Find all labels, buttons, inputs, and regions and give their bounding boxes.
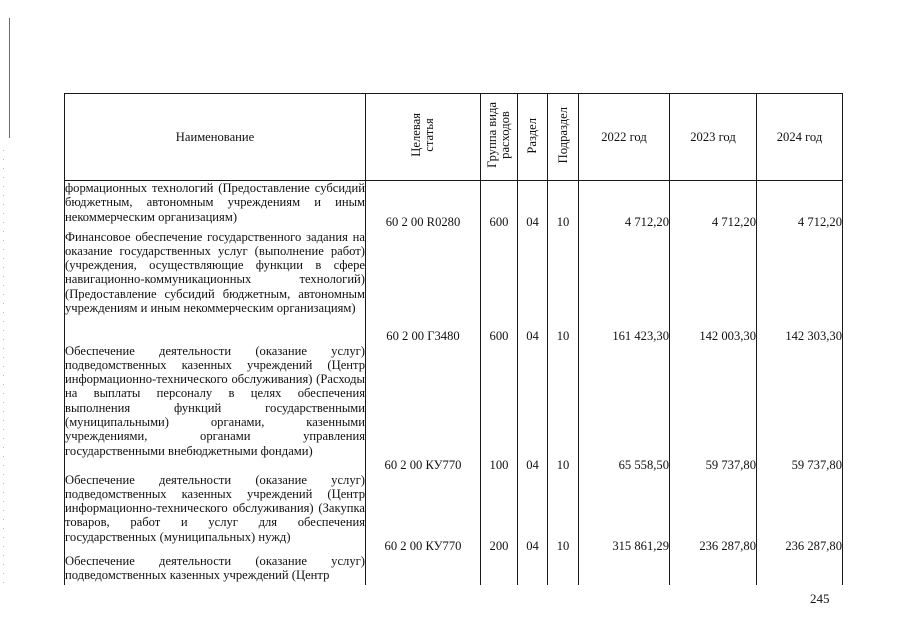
header-name: Наименование xyxy=(65,94,366,181)
row-section: 04 xyxy=(518,230,548,344)
row-subsection: 10 xyxy=(548,473,579,554)
row-amount-2022 xyxy=(579,554,670,585)
row-subsection: 10 xyxy=(548,181,579,230)
header-subsection: Подраздел xyxy=(548,94,579,181)
scan-edge-line xyxy=(9,18,10,138)
table-row xyxy=(65,230,843,344)
row-section xyxy=(518,554,548,585)
header-2024: 2024 год xyxy=(757,94,843,181)
table-row xyxy=(65,181,843,230)
scan-dotted-edge xyxy=(3,150,4,590)
row-amount-2023: 142 003,30 xyxy=(670,230,757,344)
page-number: 245 xyxy=(810,591,830,606)
row-amount-2023: 4 712,20 xyxy=(670,181,757,230)
header-2022: 2022 год xyxy=(579,94,670,181)
row-section: 04 xyxy=(518,473,548,554)
header-expense-group: Группа вида расходов xyxy=(481,94,518,181)
row-amount-2022: 161 423,30 xyxy=(579,230,670,344)
row-expense-group: 600 xyxy=(481,230,518,344)
row-name: формационных технологий (Предоставление субсидий бюджетным, автономным учреждениям и иным некоммерческим организациям) xyxy=(65,181,366,230)
table-row xyxy=(65,344,843,473)
row-expense-group: 600 xyxy=(481,181,518,230)
row-amount-2022: 65 558,50 xyxy=(579,344,670,473)
row-target-article: 60 2 00 КУ770 xyxy=(366,473,481,554)
table-row xyxy=(65,473,843,554)
row-subsection: 10 xyxy=(548,230,579,344)
row-amount-2024: 59 737,80 xyxy=(757,344,843,473)
row-amount-2023: 59 737,80 xyxy=(670,344,757,473)
header-target-article: Целевая статья xyxy=(366,94,481,181)
table-header-row xyxy=(65,94,843,181)
row-amount-2024: 4 712,20 xyxy=(757,181,843,230)
row-amount-2024: 142 303,30 xyxy=(757,230,843,344)
row-target-article: 60 2 00 КУ770 xyxy=(366,344,481,473)
row-name: Финансовое обеспечение государственного задания на оказание государственных услуг (выполнение работ) (учреждения, осуществляющие функции в сфере навигационно-коммуникационных технологий) (Предоставление субсидий бюджетным, автономным учреждениям и иным некоммерческим организациям) xyxy=(65,230,366,344)
budget-table xyxy=(64,93,843,585)
row-target-article xyxy=(366,554,481,585)
row-amount-2024 xyxy=(757,554,843,585)
row-target-article: 60 2 00 R0280 xyxy=(366,181,481,230)
header-2023: 2023 год xyxy=(670,94,757,181)
row-expense-group: 200 xyxy=(481,473,518,554)
row-expense-group xyxy=(481,554,518,585)
row-amount-2024: 236 287,80 xyxy=(757,473,843,554)
row-subsection: 10 xyxy=(548,344,579,473)
row-amount-2022: 315 861,29 xyxy=(579,473,670,554)
row-subsection xyxy=(548,554,579,585)
row-name: Обеспечение деятельности (оказание услуг) подведомственных казенных учреждений (Центр xyxy=(65,554,366,585)
row-amount-2023: 236 287,80 xyxy=(670,473,757,554)
row-name: Обеспечение деятельности (оказание услуг) подведомственных казенных учреждений (Центр информационно-технического обслуживания) (Расходы на выплаты персоналу в целях обеспечения выполнения функций государственными (муниципальными) органами, казенными учреждениями, органами управления государственными внебюджетными фондами) xyxy=(65,344,366,473)
row-section: 04 xyxy=(518,181,548,230)
row-section: 04 xyxy=(518,344,548,473)
row-name: Обеспечение деятельности (оказание услуг) подведомственных казенных учреждений (Центр информационно-технического обслуживания) (Закупка товаров, работ и услуг для обеспечения государственных (муниципальных) нужд) xyxy=(65,473,366,554)
row-amount-2022: 4 712,20 xyxy=(579,181,670,230)
row-expense-group: 100 xyxy=(481,344,518,473)
table-row xyxy=(65,554,843,585)
row-amount-2023 xyxy=(670,554,757,585)
row-target-article: 60 2 00 Г3480 xyxy=(366,230,481,344)
header-section: Раздел xyxy=(518,94,548,181)
